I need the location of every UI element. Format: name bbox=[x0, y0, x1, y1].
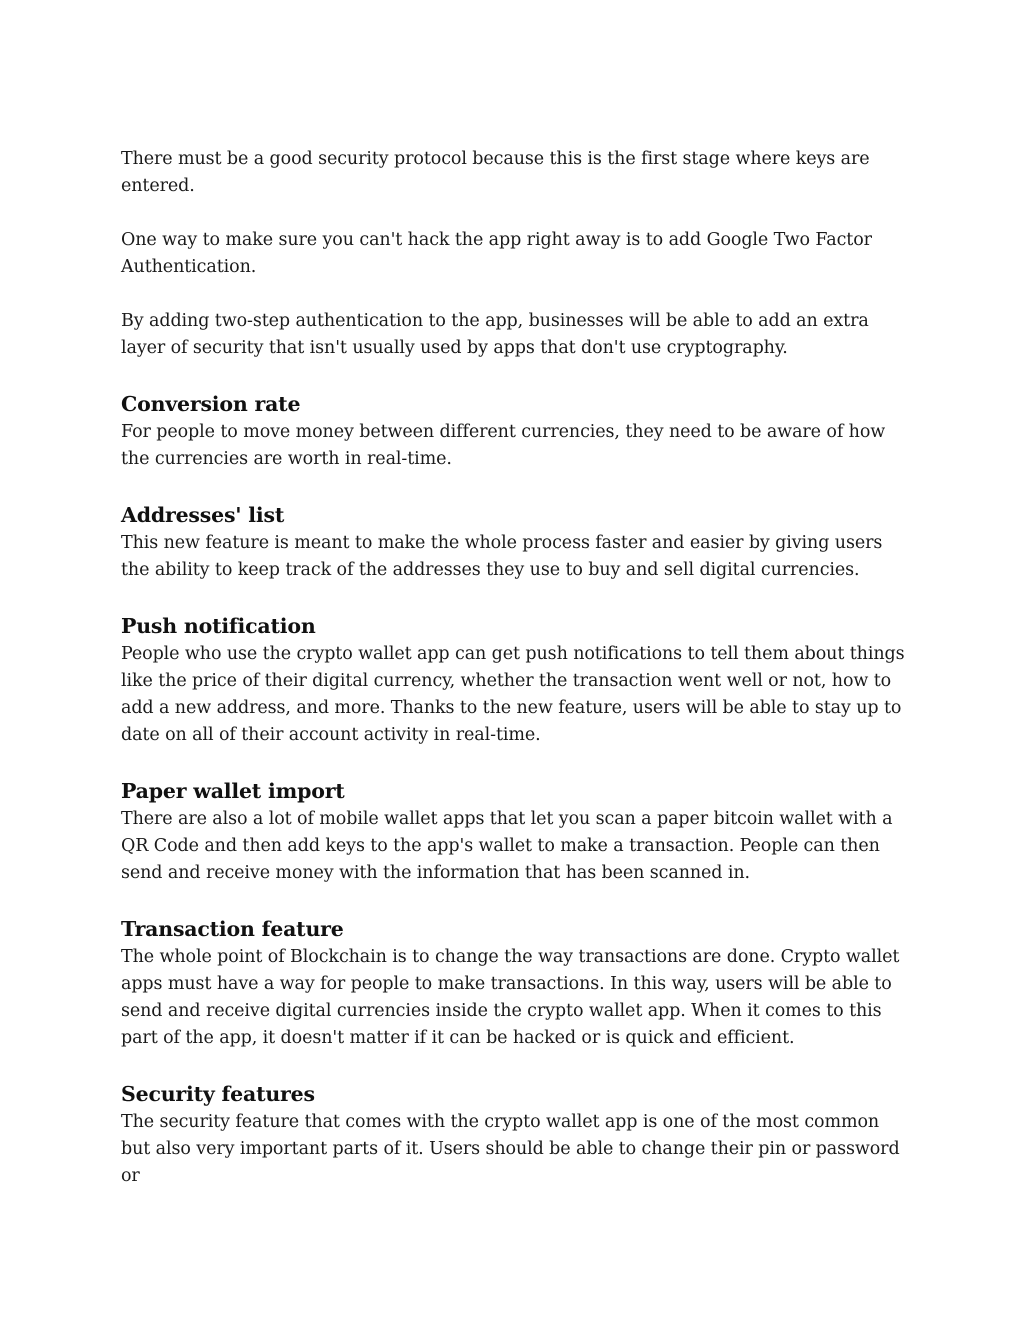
section-heading: Transaction feature bbox=[121, 917, 344, 941]
intro-paragraph: By adding two-step authentication to the app, businesses will be able to add an extra layer of security that isn't usually used by apps that don't use cryptography. bbox=[121, 311, 869, 358]
section-body: This new feature is meant to make the whole process faster and easier by giving users the ability to keep track of the addresses they use to buy and sell digital currencies. bbox=[121, 533, 883, 580]
section-security-features bbox=[121, 1079, 911, 1190]
section-body: For people to move money between different currencies, they need to be aware of how the currencies are worth in real-time. bbox=[121, 422, 886, 469]
section-push-notification bbox=[121, 611, 911, 749]
section-transaction-feature bbox=[121, 914, 911, 1052]
document-page bbox=[121, 146, 911, 1190]
section-paper-wallet-import bbox=[121, 776, 911, 887]
section-body: People who use the crypto wallet app can get push notifications to tell them about things like the price of their digital currency, whether the transaction went well or not, how to add a new address, and more. Thanks to the new feature, users will be able to stay up to date on all of their account activity in real-time. bbox=[121, 644, 905, 745]
section-body: There are also a lot of mobile wallet apps that let you scan a paper bitcoin wallet with a QR Code and then add keys to the app's wallet to make a transaction. People can then send and receive money with the information that has been scanned in. bbox=[121, 809, 893, 883]
section-heading: Addresses' list bbox=[121, 503, 285, 527]
section-addresses-list bbox=[121, 500, 911, 584]
section-body: The whole point of Blockchain is to change the way transactions are done. Crypto wallet apps must have a way for people to make transactions. In this way, users will be able to send and receive digital currencies inside the crypto wallet app. When it comes to this part of the app, it doesn't matter if it can be hacked or is quick and efficient. bbox=[121, 947, 900, 1048]
section-heading: Conversion rate bbox=[121, 392, 301, 416]
section-body: The security feature that comes with the crypto wallet app is one of the most common but also very important parts of it. Users should be able to change their pin or password or bbox=[121, 1112, 900, 1186]
section-conversion-rate bbox=[121, 389, 911, 473]
section-heading: Paper wallet import bbox=[121, 779, 345, 803]
intro-paragraph: There must be a good security protocol because this is the first stage where keys are entered. bbox=[121, 149, 870, 196]
section-heading: Push notification bbox=[121, 614, 316, 638]
section-heading: Security features bbox=[121, 1082, 315, 1106]
intro-paragraph: One way to make sure you can't hack the app right away is to add Google Two Factor Authentication. bbox=[121, 230, 872, 277]
